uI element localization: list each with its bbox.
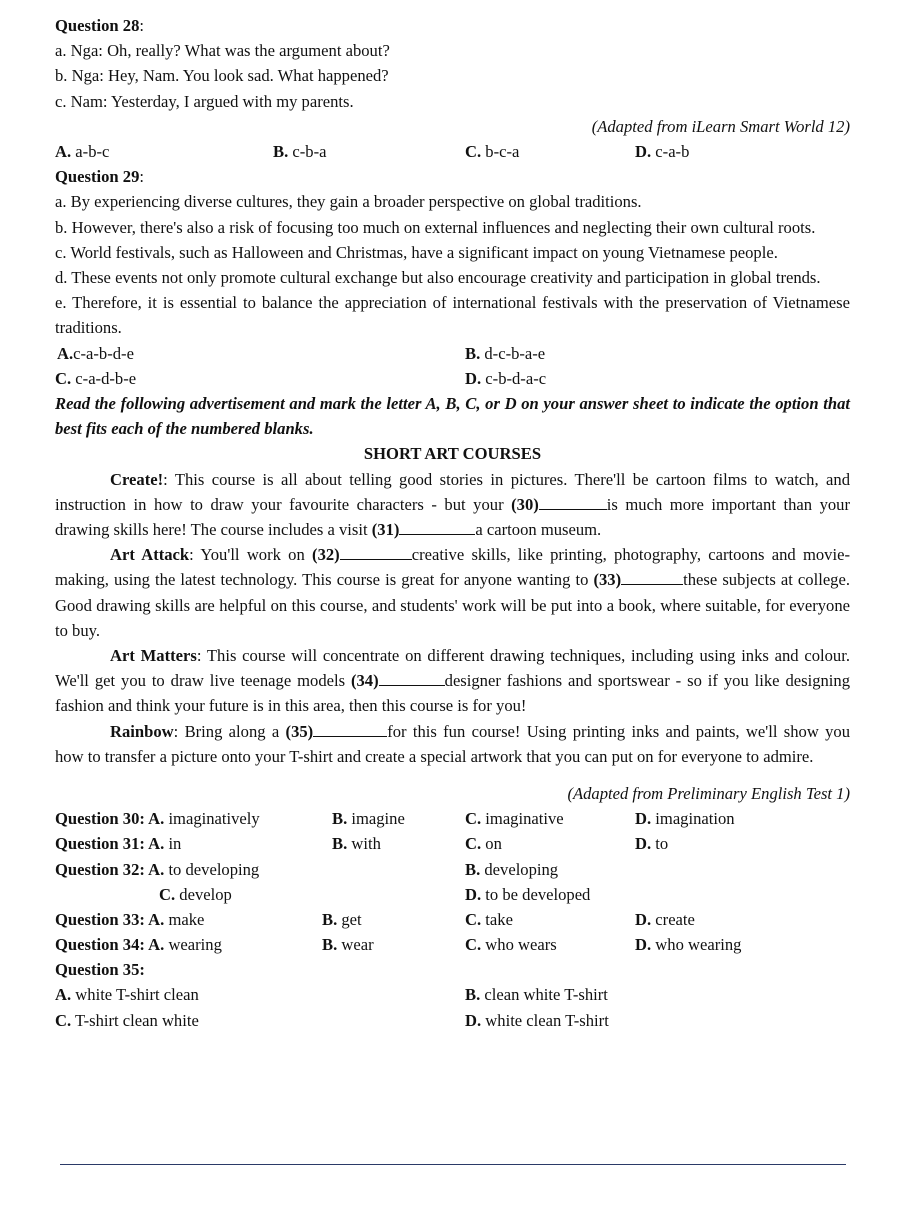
course-name-create: Create! <box>110 469 164 489</box>
q32-option-d: D. to be developed <box>465 884 591 904</box>
q30-row: Question 30: A. imaginatively B. imagine C. imaginative D. imagination <box>55 806 850 831</box>
q32-label: Question 32 <box>55 859 140 879</box>
q28-title: Question 28: <box>55 16 144 35</box>
q30-option-a: imaginatively <box>168 809 260 829</box>
blank-30-number: (30) <box>511 494 539 514</box>
q29-option-b: B. d-c-b-a-e <box>465 343 546 363</box>
q34-option-d: D. who wearing <box>635 935 742 955</box>
q33-option-d: D. create <box>635 909 695 929</box>
q29-option-c: C. c-a-d-b-e <box>55 368 137 388</box>
q28-line-b: b. Nga: Hey, Nam. You look sad. What happened? <box>55 66 389 86</box>
q28-option-a: A. a-b-c <box>55 141 110 161</box>
q31-option-c: C. on <box>465 834 502 854</box>
q30-option-c: C. imaginative <box>465 809 564 829</box>
q29-option-a: A.c-a-b-d-e <box>57 343 134 363</box>
q29-title: Question 29: <box>55 167 144 187</box>
q33-option-c: C. take <box>465 909 513 929</box>
q32-option-a: to developing <box>168 859 260 879</box>
q29-item-e: e. Therefore, it is essential to balance the appreciation of international festivals with the preservation of Vietnamese traditions. <box>55 293 850 338</box>
q29-options-row1 <box>55 341 850 366</box>
course-name-art-matters: Art Matters <box>110 645 197 665</box>
q35-title: Question 35: <box>55 960 145 980</box>
q33-option-a: make <box>168 909 205 929</box>
q29-item-b: b. However, there's also a risk of focusing too much on external influences and neglecting their own cultural roots. <box>55 217 816 237</box>
blank-31-number: (31) <box>371 519 400 539</box>
q32-option-c: C. develop <box>159 884 232 904</box>
q30-option-b: B. imagine <box>332 809 405 829</box>
q29-item-a: a. By experiencing diverse cultures, they gain a broader perspective on global traditions. <box>55 192 642 212</box>
q33-label: Question 33 <box>55 909 140 929</box>
blank-35-number: (35) <box>285 721 314 741</box>
q28-line-a: a. Nga: Oh, really? What was the argument about? <box>55 41 390 61</box>
course-name-art-attack: Art Attack <box>110 545 190 565</box>
q33-option-b: B. get <box>322 909 362 929</box>
q35-option-c: C. T-shirt clean white <box>55 1010 199 1030</box>
q28-option-d: D. c-a-b <box>635 141 690 161</box>
blank-33-number: (33) <box>593 570 622 590</box>
q32-option-b: B. developing <box>465 859 559 879</box>
blank-35 <box>313 722 387 737</box>
q31-option-b: B. with <box>332 834 381 854</box>
q33-row: Question 33: A. make B. get C. take D. create <box>55 907 850 932</box>
q35-row1 <box>55 982 850 1007</box>
q28-source: (Adapted from iLearn Smart World 12) <box>591 116 850 136</box>
q29-options-row2 <box>55 366 850 391</box>
q34-label: Question 34 <box>55 935 140 955</box>
blank-34-number: (34) <box>350 671 379 691</box>
q28-line-c: c. Nam: Yesterday, I argued with my parents. <box>55 91 354 111</box>
q35-row2 <box>55 1008 850 1033</box>
paragraph-art-attack: Art Attack: You'll work on (32) creative skills, like printing, photography, cartoons and movie- making, using the latest technology. This course is great for anyone wanting to (33) these subjects at college. Good drawing skills are helpful on this course, and students' work will be put into a book, where suitable, for everyone to buy. <box>55 545 850 640</box>
q28-options <box>55 139 850 164</box>
q35-option-d: D. white clean T-shirt <box>465 1010 609 1030</box>
q32-row1: Question 32: A. to developing B. developing <box>55 857 850 882</box>
q31-row: Question 31: A. in B. with C. on D. to <box>55 831 850 856</box>
blank-31 <box>399 520 475 535</box>
footer-rule <box>60 1164 846 1165</box>
q29-option-d: D. c-b-d-a-c <box>465 368 547 388</box>
exam-page <box>55 13 850 1033</box>
course-name-rainbow: Rainbow <box>110 721 174 741</box>
blank-30 <box>539 495 607 510</box>
q34-option-b: B. wear <box>322 935 374 955</box>
instruction: Read the following advertisement and mark the letter A, B, C, or D on your answer sheet to indicate the option that best fits each of the numbered blanks. <box>55 393 850 439</box>
paragraph-art-matters: Art Matters: This course will concentrate on different drawing techniques, including using inks and colour. We'll get you to draw live teenage models (34) designer fashions and sportswear - so if you like designing fashion and think your future is in this area, then this course is for you! <box>55 645 850 716</box>
blank-34 <box>379 671 445 686</box>
q31-option-d: D. to <box>635 834 669 854</box>
blank-33 <box>621 570 683 585</box>
q31-option-a: in <box>168 834 182 854</box>
q34-option-c: C. who wears <box>465 935 557 955</box>
passage-source: (Adapted from Preliminary English Test 1) <box>567 783 850 803</box>
q35-option-a: A. white T-shirt clean <box>55 985 199 1005</box>
q34-option-a: wearing <box>168 935 222 955</box>
q32-row2 <box>55 882 850 907</box>
q31-label: Question 31 <box>55 834 140 854</box>
q35-option-b: B. clean white T-shirt <box>465 985 608 1005</box>
paragraph-rainbow: Rainbow: Bring along a (35) for this fun course! Using printing inks and paints, we'll show you how to transfer a picture onto your T-shirt and create a special artwork that you can put on for everyone to admire. <box>55 721 851 766</box>
q29-item-d: d. These events not only promote cultural exchange but also encourage creativity and participation in global trends. <box>55 267 821 287</box>
q30-label: Question 30 <box>55 809 140 829</box>
q29-item-c: c. World festivals, such as Halloween and Christmas, have a significant impact on young Vietnamese people. <box>55 242 778 262</box>
paragraph-create: Create!: This course is all about telling good stories in pictures. There'll be cartoon films to watch, and instruction in how to draw your favourite characters - but your (30) is much more important than your drawing skills here! The course includes a visit (31) a cartoon museum. <box>55 469 850 539</box>
q28-option-b: B. c-b-a <box>273 141 327 161</box>
q30-option-d: D. imagination <box>635 809 735 829</box>
blank-32 <box>340 545 412 560</box>
q34-row: Question 34: A. wearing B. wear C. who wears D. who wearing <box>55 932 850 957</box>
q28-option-c: C. b-c-a <box>465 141 520 161</box>
passage-title: SHORT ART COURSES <box>363 444 542 464</box>
blank-32-number: (32) <box>312 545 340 565</box>
